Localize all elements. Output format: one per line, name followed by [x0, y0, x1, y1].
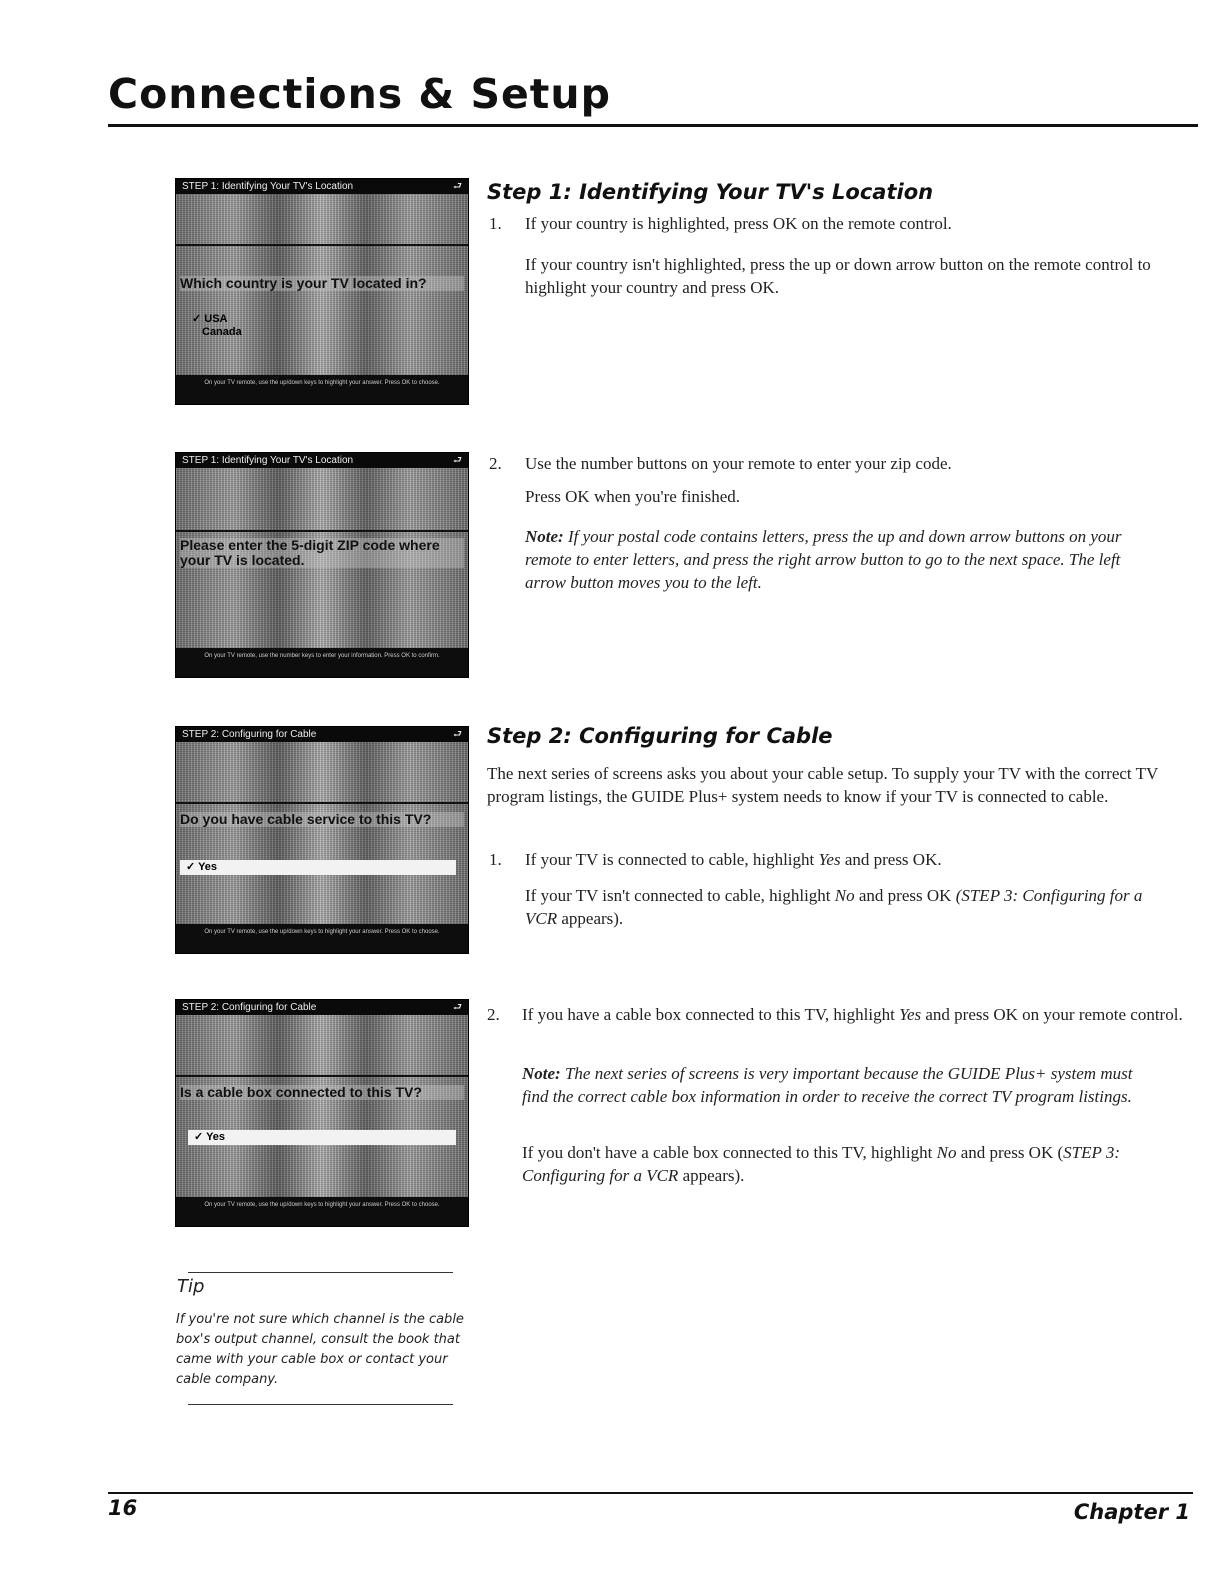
yes-term: Yes — [818, 850, 841, 869]
screen-question: Which country is your TV located in? — [180, 276, 464, 291]
footer-rule — [108, 1492, 1193, 1494]
step1-note — [525, 525, 1155, 594]
screen-instructions: On your TV remote, use the number keys to enter your information. Press OK to confirm. — [176, 648, 468, 677]
step2-item1-alt — [525, 884, 1165, 930]
screen-title: STEP 2: Configuring for Cable — [182, 729, 317, 740]
screen-question: Is a cable box connected to this TV? — [180, 1085, 464, 1100]
screen-instructions: On your TV remote, use the up/down keys to highlight your answer. Press OK to choose. — [176, 375, 468, 404]
text-run: If your TV isn't connected to cable, highlight — [525, 886, 835, 905]
screen-title-bar — [176, 179, 468, 194]
tip-text: If you're not sure which channel is the cable box's output channel, consult the book that came with your cable box or contact your cable company. — [176, 1312, 464, 1387]
screen-body — [176, 1015, 468, 1226]
step1-item1-number: 1. — [489, 214, 502, 233]
screen-question: Do you have cable service to this TV? — [180, 812, 464, 827]
screen-divider — [176, 1075, 468, 1077]
screen-title-bar — [176, 1000, 468, 1015]
step1-item2-number: 2. — [489, 454, 502, 473]
step1-item1-text: If your country is highlighted, press OK on the remote control. — [525, 214, 952, 233]
text-run: and press OK. — [840, 850, 942, 869]
step2-item2-number: 2. — [487, 1005, 500, 1024]
note-label: Note: — [525, 527, 564, 546]
step2-item1-number: 1. — [489, 850, 502, 869]
step2-intro: The next series of screens asks you about your cable setup. To supply your TV with the correct TV program listings, the GUIDE Plus+ system needs to know if your TV is connected to cable. — [487, 764, 1158, 806]
screen-divider — [176, 244, 468, 246]
screenshot-zip — [175, 452, 469, 678]
step1-heading: Step 1: Identifying Your TV's Location — [487, 180, 934, 204]
step2-item1-text — [525, 848, 1185, 871]
step2-item2-text — [522, 1003, 1192, 1026]
screen-title: STEP 1: Identifying Your TV's Location — [182, 455, 354, 466]
step3-reference: (STEP 3: Configuring for a VCR — [525, 886, 1143, 928]
text-run: and press OK — [854, 886, 956, 905]
screen-title: STEP 1: Identifying Your TV's Location — [182, 181, 354, 192]
screen-title: STEP 2: Configuring for Cable — [182, 1002, 317, 1013]
chapter-label: Chapter 1 — [1073, 1500, 1190, 1524]
note-text: The next series of screens is very important because the GUIDE Plus+ system must find the correct cable box information in order to receive the correct TV program listings. — [522, 1064, 1133, 1106]
screen-body — [176, 742, 468, 953]
screen-body — [176, 468, 468, 677]
back-icon: ⮐ — [453, 729, 462, 740]
option-usa: ✓ USA — [192, 313, 228, 325]
screenshot-cable-box — [175, 999, 469, 1227]
step1-item2-finish: Press OK when you're finished. — [525, 487, 741, 506]
text-run: If your TV is connected to cable, highlight — [525, 850, 819, 869]
option-yes: ✓ Yes — [188, 1130, 456, 1145]
step1-item2-text: Use the number buttons on your remote to enter your zip code. — [525, 454, 952, 473]
text-run: and press OK on your remote control. — [921, 1005, 1183, 1024]
screen-divider — [176, 802, 468, 804]
no-term: No — [834, 886, 855, 905]
screen-instructions: On your TV remote, use the up/down keys to highlight your answer. Press OK to choose. — [176, 1197, 468, 1226]
screen-body — [176, 194, 468, 404]
screenshot-country — [175, 178, 469, 405]
note-text: If your postal code contains letters, press the up and down arrow buttons on your remote to enter letters, and press the right arrow button to go to the next space. The left arrow button moves you to the left. — [525, 527, 1122, 592]
text-run: appears). — [678, 1166, 745, 1185]
header-rule — [108, 124, 1198, 127]
text-run: and press OK ( — [956, 1143, 1064, 1162]
page-title: Connections & Setup — [108, 70, 611, 118]
text-run: If you don't have a cable box connected to this TV, highlight — [522, 1143, 937, 1162]
option-yes: ✓ Yes — [180, 860, 456, 875]
screen-instructions: On your TV remote, use the up/down keys to highlight your answer. Press OK to choose. — [176, 924, 468, 953]
back-icon: ⮐ — [453, 1002, 462, 1013]
yes-term: Yes — [899, 1005, 922, 1024]
screen-divider — [176, 530, 468, 532]
step3-reference: STEP 3: Configuring for a VCR — [522, 1143, 1120, 1185]
back-icon: ⮐ — [453, 455, 462, 466]
screen-question: Please enter the 5-digit ZIP code where your TV is located. — [180, 538, 464, 568]
text-run: If you have a cable box connected to this TV, highlight — [522, 1005, 900, 1024]
step2-note — [522, 1062, 1142, 1108]
screen-title-bar — [176, 453, 468, 468]
screenshot-cable — [175, 726, 469, 954]
step1-item1-alt: If your country isn't highlighted, press the up or down arrow button on the remote control to highlight your country and press OK. — [525, 255, 1151, 297]
text-run: appears). — [557, 909, 624, 928]
step2-item2-alt — [522, 1141, 1142, 1187]
tip-rule-bottom — [188, 1404, 453, 1405]
step2-heading: Step 2: Configuring for Cable — [487, 724, 833, 748]
page-number: 16 — [108, 1496, 138, 1520]
no-term: No — [936, 1143, 957, 1162]
screen-title-bar — [176, 727, 468, 742]
tip-rule-top — [188, 1272, 453, 1273]
tip-label: Tip — [177, 1276, 205, 1297]
note-label: Note: — [522, 1064, 561, 1083]
back-icon: ⮐ — [453, 181, 462, 192]
option-canada: Canada — [202, 326, 242, 338]
